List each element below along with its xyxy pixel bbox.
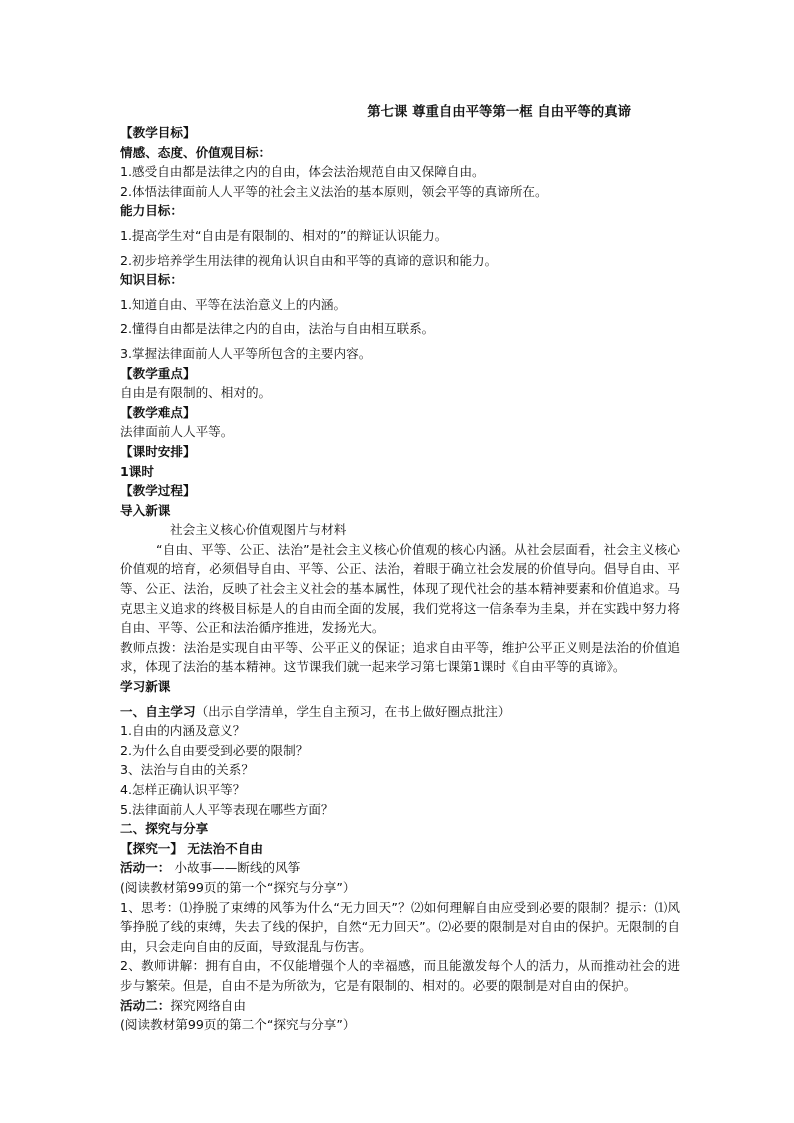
activity-2-text: 探究网络自由 xyxy=(170,997,246,1013)
difficulty-text: 法律面前人人平等。 xyxy=(120,424,234,440)
self-study-heading: 一、自主学习 xyxy=(120,703,196,719)
intro-material: 社会主义核心价值观图片与材料 xyxy=(170,522,347,538)
teacher-explain-paragraph: 2、教师讲解：拥有自由，不仅能增强个人的幸福感，而且能激发每个人的活力，从而推动社会的进步与繁荣。但是，自由不是为所欲为，它是有限制的、相对的。必要的限制是对自由的保护。 xyxy=(120,958,680,993)
knowledge-goals-heading: 知识目标： xyxy=(120,272,183,288)
schedule-text: 1课时 xyxy=(120,463,154,479)
ability-goal-2: 2.初步培养学生用法律的视角认识自由和平等的真谛的意识和能力。 xyxy=(120,252,498,268)
teacher-note: 教师点拨：法治是实现自由平等、公平正义的保证；追求自由平等，维护公平正义则是法治的价值追求，体现了法治的基本精神。这节课我们就一起来学习第七课第1课时《自由平等的真谛》。 xyxy=(120,639,680,675)
knowledge-goal-2: 2.懂得自由都是法律之内的自由，法治与自由相互联系。 xyxy=(120,321,435,337)
key-points-text: 自由是有限制的、相对的。 xyxy=(120,385,272,401)
goals-heading: 【教学目标】 xyxy=(120,125,196,140)
lesson-title: 第七课 尊重自由平等第一框 自由平等的真谛 xyxy=(367,105,631,120)
activity-2-line xyxy=(120,996,680,1016)
activity-1-line xyxy=(120,858,680,878)
knowledge-goal-1: 1.知道自由、平等在法治意义上的内涵。 xyxy=(120,296,347,312)
question-5: 5.法律面前人人平等表现在哪些方面？ xyxy=(120,801,334,817)
question-1: 1.自由的内涵及意义？ xyxy=(120,723,246,739)
explore-1-heading: 【探究一】 无法治不自由 xyxy=(120,840,263,856)
activity-2-label: 活动二： xyxy=(120,997,171,1013)
ability-goals-heading: 能力目标： xyxy=(120,203,183,219)
document-page xyxy=(120,103,680,1035)
emotion-goal-1: 1.感受自由都是法律之内的自由，体会法治规范自由又保障自由。 xyxy=(120,164,485,180)
activity-1-read: (阅读教材第99页的第一个“探究与分享”） xyxy=(120,879,356,895)
key-points-heading: 【教学重点】 xyxy=(120,365,196,381)
question-3: 3、法治与自由的关系？ xyxy=(120,762,254,778)
new-lesson-heading: 学习新课 xyxy=(120,679,171,695)
self-study-note: （出示自学清单，学生自主预习，在书上做好圈点批注） xyxy=(195,703,511,719)
activity-1-text: 小故事——断线的风筝 xyxy=(170,860,301,876)
emotion-goals-heading: 情感、态度、价值观目标： xyxy=(120,144,272,160)
activity-2-read: (阅读教材第99页的第二个“探究与分享”） xyxy=(120,1017,356,1033)
intro-heading: 导入新课 xyxy=(120,502,171,518)
schedule-heading: 【课时安排】 xyxy=(120,443,196,459)
process-heading: 【教学过程】 xyxy=(120,483,196,499)
ability-goal-1: 1.提高学生对“自由是有限制的、相对的”的辩证认识能力。 xyxy=(120,227,448,243)
intro-paragraph: “自由、平等、公正、法治”是社会主义核心价值观的核心内涵。从社会层面看，社会主义核心价值观的培育，必须倡导自由、平等、公正、法治，着眼于确立社会发展的价值导向。倡导自由、平等、公正、法治，反映了社会主义社会的基本属性，体现了现代社会的基本精神要素和价值追求。马克思主义追求的终极目标是人的自由而全面的发展，我们党将这一信条奉为圭臬，并在实践中努力将自由、平等、公正和法治循序推进，发扬光大。 xyxy=(120,541,680,636)
emotion-goal-2: 2.体悟法律面前人人平等的社会主义法治的基本原则，领会平等的真谛所在。 xyxy=(120,183,548,199)
question-4: 4.怎样正确认识平等？ xyxy=(120,782,246,797)
knowledge-goal-3: 3.掌握法律面前人人平等所包含的主要内容。 xyxy=(120,345,372,361)
activity-1-label: 活动一： xyxy=(120,860,171,876)
difficulty-heading: 【教学难点】 xyxy=(120,404,196,420)
self-study-line xyxy=(120,702,680,722)
think-paragraph: 1、思考：⑴挣脱了束缚的风筝为什么“无力回天”？⑵如何理解自由应受到必要的限制？提示：⑴风筝挣脱了线的束缚，失去了线的保护，自然“无力回天”。⑵必要的限制是对自由的保护。无限制的自由，只会走向自由的反面，导致混乱与伤害。 xyxy=(120,899,680,954)
question-2: 2.为什么自由要受到必要的限制？ xyxy=(120,742,309,758)
explore-heading: 二、探究与分享 xyxy=(120,821,209,837)
